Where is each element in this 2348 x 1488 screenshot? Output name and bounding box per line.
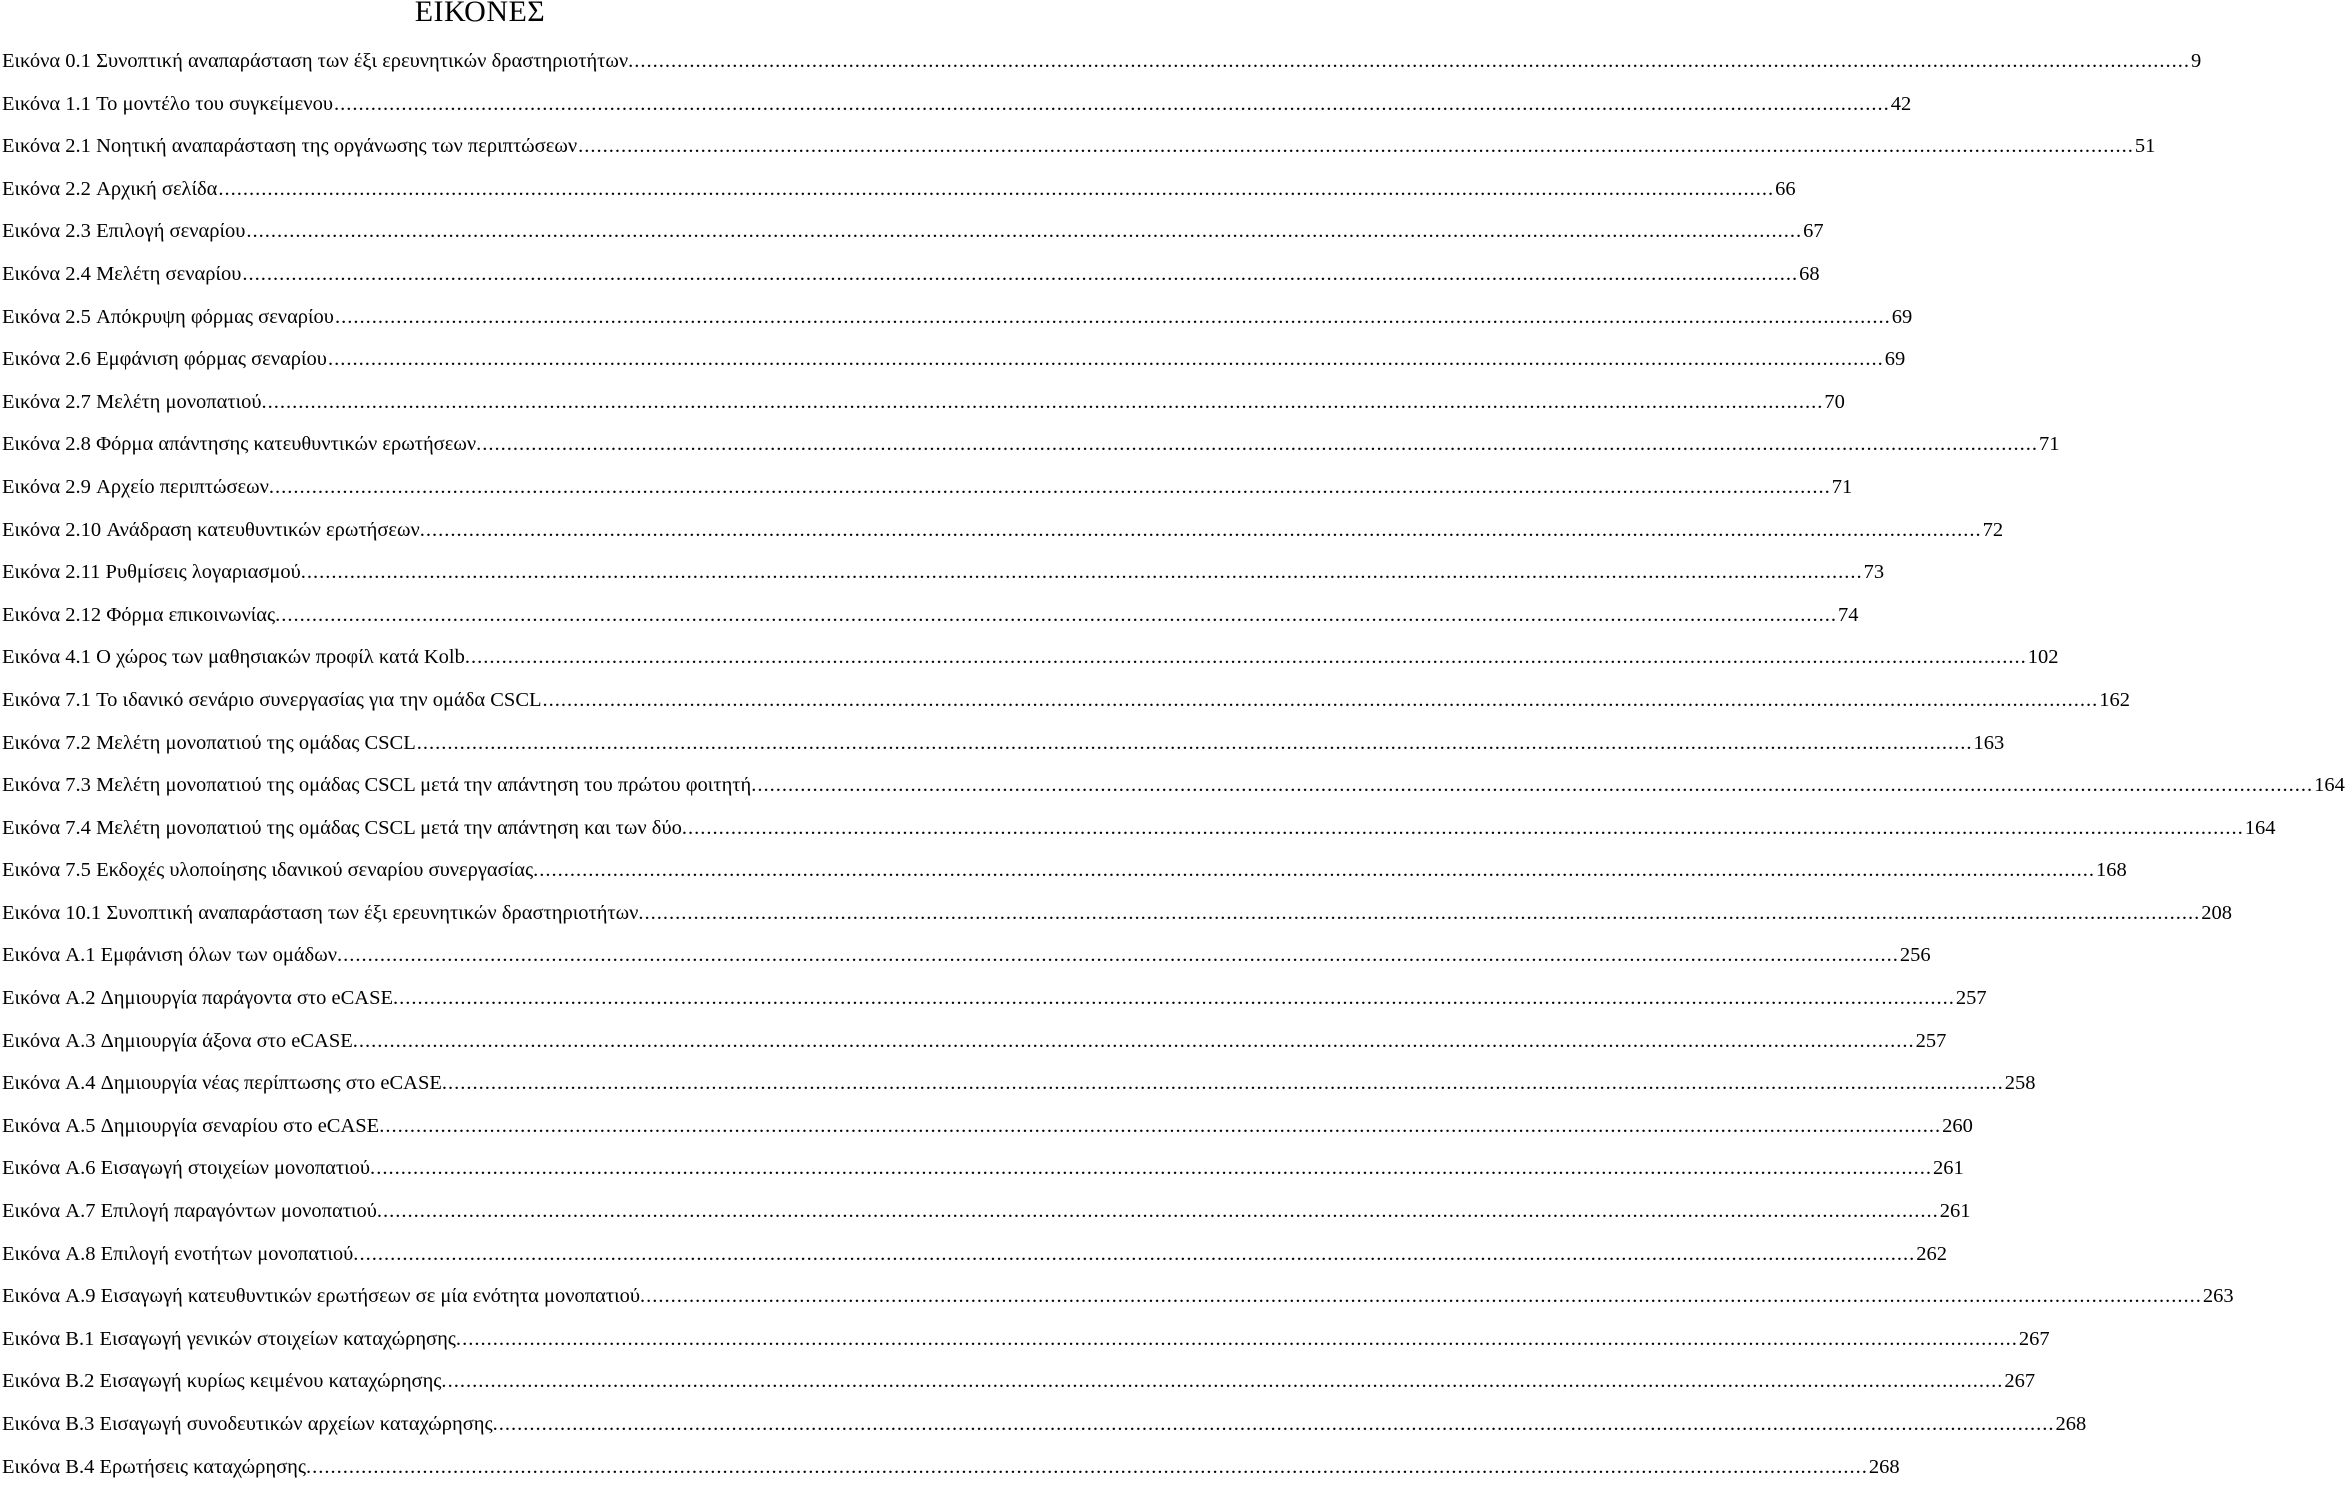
- figure-entry[interactable]: [0, 807, 2276, 850]
- figure-title: Συνοπτική αναπαράσταση των έξι ερευνητικών δραστηριοτήτων.: [106, 901, 644, 924]
- figure-title: Εισαγωγή κυρίως κειμένου καταχώρησης.: [99, 1370, 447, 1393]
- dot-leader: [417, 722, 1973, 765]
- page-number: 168: [2095, 859, 2127, 882]
- dot-leader: [218, 168, 1774, 211]
- figure-title: Εκδοχές υλοποίησης ιδανικού σεναρίου συνεργασίας.: [96, 859, 539, 882]
- figure-title: Εμφάνιση φόρμας σεναρίου: [96, 348, 327, 371]
- figure-number: Εικόνα 10.1: [2, 901, 102, 924]
- figure-number: Εικόνα 7.4: [2, 816, 91, 839]
- dot-leader: [645, 892, 2201, 935]
- figure-title: Φόρμα επικοινωνίας.: [106, 603, 281, 626]
- figure-entry[interactable]: [0, 977, 1987, 1020]
- figure-title: Εμφάνιση όλων των ομάδων.: [100, 944, 343, 967]
- figure-number: Εικόνα 2.1: [2, 135, 91, 158]
- dot-leader: [246, 210, 1802, 253]
- figure-entry[interactable]: [0, 934, 1931, 977]
- figure-entry[interactable]: [0, 1360, 2036, 1403]
- figure-entry[interactable]: [0, 1190, 1971, 1233]
- figure-entry[interactable]: [0, 168, 1796, 211]
- dot-leader: [242, 253, 1798, 296]
- page-number: 71: [1831, 475, 1853, 498]
- page-number: 71: [2038, 433, 2060, 456]
- dot-leader: [334, 83, 1890, 126]
- figure-title: Ερωτήσεις καταχώρησης.: [99, 1455, 312, 1478]
- figure-number: Εικόνα 2.6: [2, 348, 91, 371]
- figure-number: Εικόνα B.3: [2, 1413, 95, 1435]
- figure-entry[interactable]: [0, 381, 1845, 424]
- figure-number: Εικόνα A.1: [2, 944, 96, 967]
- dot-leader: [634, 40, 2190, 83]
- dot-leader: [359, 1233, 1915, 1276]
- page-number: 267: [2004, 1370, 2036, 1393]
- figure-entry[interactable]: [0, 125, 2156, 168]
- dot-leader: [399, 977, 1955, 1020]
- page-number: 42: [1890, 92, 1912, 115]
- page-number: 72: [1982, 518, 2004, 541]
- page-number: 257: [1955, 987, 1987, 1010]
- figure-title: Εισαγωγή στοιχείων μονοπατιού.: [100, 1157, 376, 1180]
- figure-number: Εικόνα 0.1: [2, 50, 91, 72]
- figure-number: Εικόνα 2.5: [2, 305, 91, 328]
- figure-title: Μελέτη μονοπατιού της ομάδας CSCL μετά την απάντηση και των δύο.: [96, 816, 687, 839]
- figure-entry[interactable]: [0, 892, 2233, 935]
- dot-leader: [376, 1147, 1932, 1190]
- dot-leader: [482, 423, 2038, 466]
- figure-title: Εισαγωγή γενικών στοιχείων καταχώρησης.: [99, 1327, 462, 1350]
- page-number: 261: [1932, 1157, 1964, 1180]
- figure-number: Εικόνα A.6: [2, 1157, 96, 1180]
- figure-number: Εικόνα 2.8: [2, 433, 91, 456]
- page-number: 258: [2004, 1072, 2036, 1095]
- page-number: 268: [1868, 1455, 1900, 1478]
- dot-leader: [471, 636, 2027, 679]
- dot-leader: [426, 509, 1982, 552]
- figure-entry[interactable]: [0, 296, 1913, 339]
- dot-leader: [312, 1446, 1868, 1488]
- figure-number: Εικόνα B.4: [2, 1455, 95, 1478]
- dot-leader: [275, 466, 1831, 509]
- page-number: 263: [2202, 1285, 2234, 1308]
- figure-number: Εικόνα 2.9: [2, 475, 91, 498]
- page-number: 73: [1863, 561, 1885, 584]
- figure-number: Εικόνα 2.10: [2, 518, 102, 541]
- figure-title: Επιλογή ενοτήτων μονοπατιού.: [100, 1242, 359, 1265]
- figure-entry[interactable]: [0, 636, 2059, 679]
- dot-leader: [268, 381, 1824, 424]
- dot-leader: [359, 1020, 1915, 1063]
- figure-number: Εικόνα 2.3: [2, 220, 91, 243]
- figure-number: Εικόνα A.5: [2, 1114, 96, 1137]
- page-number: 68: [1799, 262, 1820, 285]
- dot-leader: [448, 1062, 2004, 1105]
- figure-entry[interactable]: [0, 1105, 1973, 1148]
- figure-title: Νοητική αναπαράσταση της οργάνωσης των περιπτώσεων: [96, 135, 578, 158]
- figure-number: Εικόνα 7.2: [2, 731, 91, 754]
- figure-title: Δημιουργία παράγοντα στο eCASE.: [100, 987, 399, 1010]
- figure-entry[interactable]: [0, 1446, 1900, 1488]
- page-number: 164: [2244, 816, 2276, 839]
- figure-number: Εικόνα 2.12: [2, 603, 102, 626]
- figure-title: Μελέτη μονοπατιού της ομάδας CSCL: [96, 731, 416, 754]
- page-number: 9: [2191, 50, 2202, 72]
- page-number: 260: [1942, 1114, 1973, 1137]
- page-title: ΕΙΚΟΝΕΣ: [414, 0, 546, 28]
- figure-entry[interactable]: [0, 679, 2131, 722]
- page-number: 267: [2018, 1327, 2050, 1350]
- dot-leader: [281, 594, 1837, 637]
- figure-title: Φόρμα απάντησης κατευθυντικών ερωτήσεων.: [96, 433, 482, 456]
- figure-title: Επιλογή παραγόντων μονοπατιού.: [100, 1200, 382, 1223]
- page-number: 51: [2134, 135, 2156, 158]
- dot-leader: [539, 849, 2095, 892]
- dot-leader: [462, 1318, 2018, 1361]
- figure-entry[interactable]: [0, 466, 1853, 509]
- page-number: 163: [1973, 731, 2005, 754]
- figure-entry[interactable]: [0, 551, 1885, 594]
- figure-number: Εικόνα 2.4: [2, 262, 91, 285]
- page-number: 257: [1915, 1029, 1947, 1052]
- figure-number: Εικόνα A.9: [2, 1285, 96, 1308]
- figure-entry[interactable]: [0, 83, 1912, 126]
- page-number: 70: [1824, 390, 1845, 413]
- figure-number: Εικόνα A.8: [2, 1242, 96, 1265]
- figure-title: Δημιουργία άξονα στο eCASE.: [100, 1029, 358, 1052]
- dot-leader: [343, 934, 1899, 977]
- figure-number: Εικόνα 2.7: [2, 390, 91, 413]
- figure-title: Αρχείο περιπτώσεων.: [96, 475, 275, 498]
- page-number: 69: [1884, 348, 1906, 371]
- page-number: 74: [1838, 603, 1859, 626]
- figure-number: Εικόνα 4.1: [2, 646, 91, 669]
- figure-entry[interactable]: [0, 1147, 1964, 1190]
- figure-list: [0, 40, 2345, 1488]
- dot-leader: [499, 1403, 2055, 1446]
- page-number: 162: [2099, 688, 2131, 711]
- figure-number: Εικόνα A.4: [2, 1072, 96, 1095]
- figure-number: Εικόνα 1.1: [2, 92, 91, 115]
- figure-title: Μελέτη σεναρίου: [96, 262, 242, 285]
- figure-number: Εικόνα 2.11: [2, 561, 101, 584]
- figure-title: Ρυθμίσεις λογαριασμού.: [105, 561, 306, 584]
- figure-entry[interactable]: [0, 509, 2004, 552]
- dot-leader: [328, 338, 1884, 381]
- figure-entry[interactable]: [0, 423, 2060, 466]
- figure-entry[interactable]: [0, 594, 1859, 637]
- page-number: 261: [1939, 1200, 1971, 1223]
- page-number: 256: [1899, 944, 1931, 967]
- page-number: 262: [1916, 1242, 1947, 1265]
- dot-leader: [646, 1275, 2202, 1318]
- page-number: 67: [1803, 220, 1824, 243]
- page-number: 66: [1775, 177, 1796, 200]
- dot-leader: [383, 1190, 1939, 1233]
- page-number: 164: [2314, 774, 2345, 797]
- figure-entry[interactable]: [0, 849, 2127, 892]
- figure-entry[interactable]: [0, 253, 1820, 296]
- figure-entry[interactable]: [0, 722, 2005, 765]
- figure-title: Το μοντέλο του συγκείμενου: [96, 92, 333, 115]
- figure-title: Ανάδραση κατευθυντικών ερωτήσεων.: [106, 518, 425, 541]
- dot-leader: [757, 764, 2313, 807]
- figure-title: Μελέτη μονοπατιού της ομάδας CSCL μετά την απάντηση του πρώτου φοιτητή.: [96, 774, 757, 797]
- figure-entry[interactable]: [0, 764, 2345, 807]
- figure-title: Μελέτη μονοπατιού.: [96, 390, 267, 413]
- figure-number: Εικόνα 7.5: [2, 859, 91, 882]
- figure-entry[interactable]: [0, 1318, 2050, 1361]
- figure-title: Συνοπτική αναπαράσταση των έξι ερευνητικών δραστηριοτήτων.: [96, 50, 634, 72]
- figure-title: Αρχική σελίδα: [96, 177, 218, 200]
- figure-title: Το ιδανικό σενάριο συνεργασίας για την ομάδα CSCL: [96, 688, 542, 711]
- figure-number: Εικόνα A.3: [2, 1029, 96, 1052]
- figure-number: Εικόνα B.2: [2, 1370, 95, 1393]
- dot-leader: [688, 807, 2244, 850]
- figure-entry[interactable]: [0, 1403, 2087, 1446]
- dot-leader: [335, 296, 1891, 339]
- figure-number: Εικόνα B.1: [2, 1327, 95, 1350]
- figure-title: Εισαγωγή κατευθυντικών ερωτήσεων σε μία ενότητα μονοπατιού.: [100, 1285, 646, 1308]
- figure-number: Εικόνα 7.3: [2, 774, 91, 797]
- figure-entry[interactable]: [0, 40, 2202, 83]
- figure-title: Επιλογή σεναρίου: [96, 220, 246, 243]
- figure-title: Απόκρυψη φόρμας σεναρίου: [96, 305, 334, 328]
- figure-entry[interactable]: [0, 1020, 1947, 1063]
- page-number: 268: [2055, 1413, 2087, 1435]
- figure-number: Εικόνα 2.2: [2, 177, 91, 200]
- figure-entry[interactable]: [0, 338, 1906, 381]
- figure-title: Εισαγωγή συνοδευτικών αρχείων καταχώρησης.: [99, 1413, 498, 1435]
- figure-entry[interactable]: [0, 1275, 2234, 1318]
- page-number: 69: [1891, 305, 1913, 328]
- figure-number: Εικόνα A.7: [2, 1200, 96, 1223]
- figure-number: Εικόνα A.2: [2, 987, 96, 1010]
- page-number: 102: [2027, 646, 2059, 669]
- figure-number: Εικόνα 7.1: [2, 688, 91, 711]
- figure-entry[interactable]: [0, 1233, 1947, 1276]
- dot-leader: [385, 1105, 1941, 1148]
- figure-entry[interactable]: [0, 1062, 2036, 1105]
- dot-leader: [578, 125, 2134, 168]
- figure-title: Δημιουργία σεναρίου στο eCASE.: [100, 1114, 385, 1137]
- dot-leader: [543, 679, 2099, 722]
- figure-title: Ο χώρος των μαθησιακών προφίλ κατά Kolb.: [96, 646, 470, 669]
- figure-entry[interactable]: [0, 210, 1824, 253]
- dot-leader: [307, 551, 1863, 594]
- figure-title: Δημιουργία νέας περίπτωσης στο eCASE.: [100, 1072, 448, 1095]
- page-number: 208: [2201, 901, 2233, 924]
- dot-leader: [448, 1360, 2004, 1403]
